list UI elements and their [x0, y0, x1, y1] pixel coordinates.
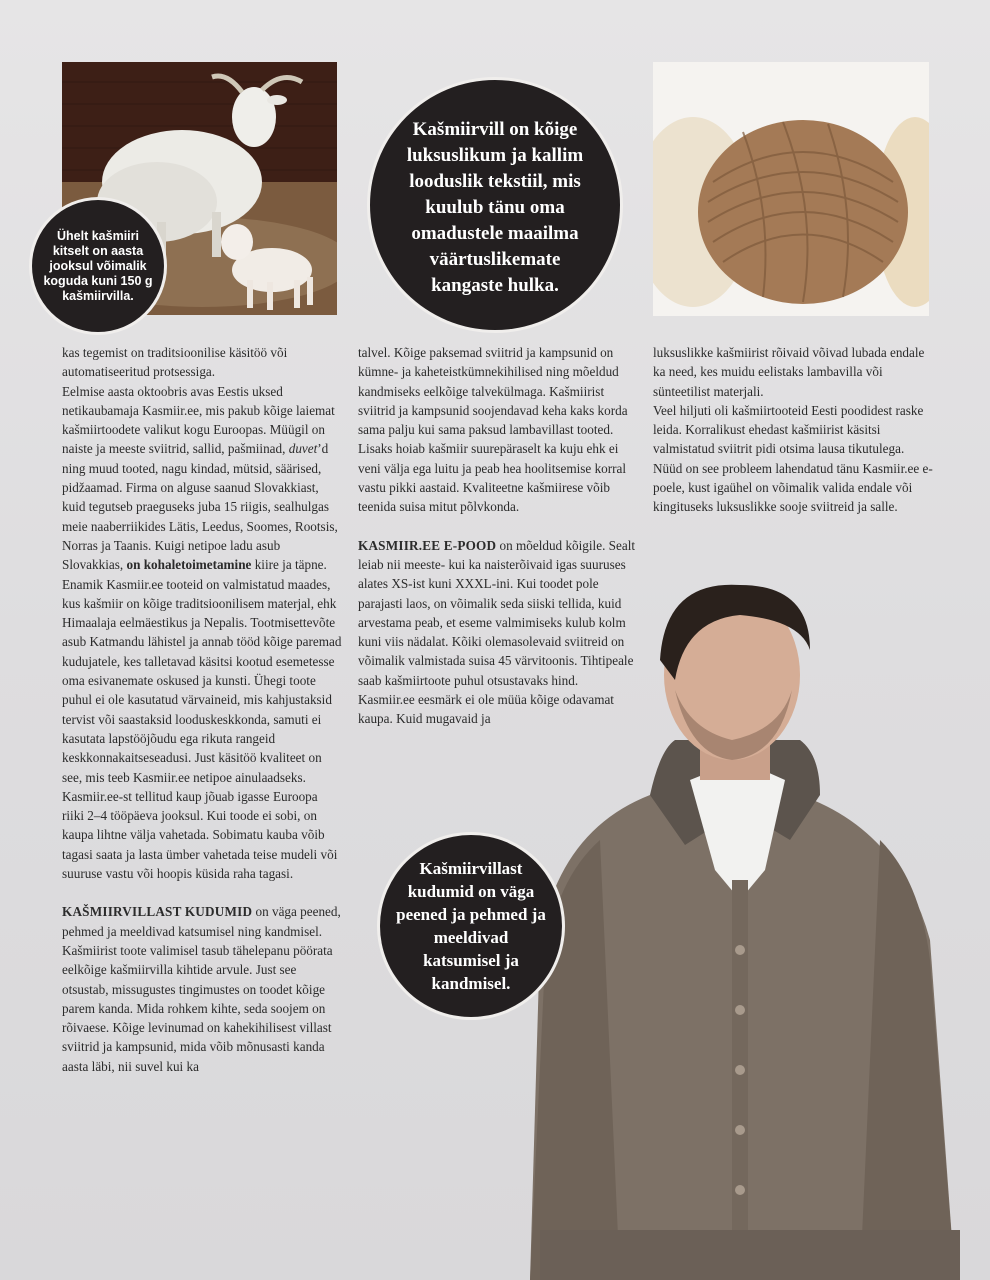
paragraph: talvel. Kõige paksemad sviitrid ja kampsunid on kümne- ja kaheteistkümnekihilised ning mõeldud kandmiseks eelkõige talvekülmaga. Kašmiirist sviitrid ja kampsunid soojendavad keha kaks korda sama palju kui sama paksud lambavillast tooted. Lisaks hoiab kašmiir suurepäraselt ka kuju ehk ei veni välja ega luitu ja peab hea hoolitsemise korral vastu pikki aastaid. Kvaliteetne kašmiirese võib teenida suisa mitut põlvkonda. — [358, 345, 628, 515]
paragraph: kas tegemist on traditsioonilise käsitöö või automatiseeritud protsessiga. — [62, 345, 288, 380]
goat-caption-badge — [32, 200, 164, 332]
yarn-photo — [653, 62, 929, 316]
pull-quote-top — [370, 80, 620, 330]
model-photo — [500, 580, 970, 1280]
article-column-1 — [62, 343, 342, 1076]
article-column-3 — [653, 343, 933, 517]
paragraph: luksuslikke kašmiirist rõivaid võivad lubada endale ka need, kes muidu eelistaks lambavilla või sünteetilist materjali. — [653, 345, 925, 399]
pull-quote-bottom — [380, 835, 562, 1017]
paragraph: KASMIIR.EE E-POOD on mõeldud kõigile. Sealt leiab nii meeste- kui ka naisterõivaid igas suuruses alates XS-ist kuni XXXL-ini. Kui toodet pole parajasti laos, on võimalik seda siiski tellida, kuid arvestama peab, et eseme valmimiseks kulub kolm kuni viis nädalat. Kõiki olemasolevaid sviitreid on võimalik valmistada suisa 45 värvitoonis. Tihtipeale saab kašmiirtoote puhul otsustavaks hind. Kasmiir.ee eesmärk ei ole müüa kõige odavamat kaupa. Kuid mugavaid ja — [358, 537, 636, 727]
pull-quote-top-text: Kašmiirvill on kõige luksuslikum ja kallim looduslik tekstiil, mis kuulub tänu oma omadustele maailma väärtuslikemate kangaste hulka. — [406, 119, 584, 296]
section-lead: KAŠMIIRVILLAST KUDUMID — [62, 904, 253, 920]
paragraph: Eelmise aasta oktoobris avas Eestis uksed netikaubamaja Kasmiir.ee, mis pakub kõige laiemat kašmiirtoodete valikut kogu Euroopas. Müügil on naiste ja meeste sviitrid, sallid, pašmiinad, duvet’d ning muud tooted, nagu kindad, mütsid, säärised, pidžaamad. Firma on alguse saanud Slovakkiast, kuid tegutseb praeguseks juba 15 riigis, sealhulgas meie naaberriikides Lätis, Leedus, Soomes, Rootsis, Norras ja Taanis. Kuigi netipoe ladu asub Slovakkias, on kohaletoimetamine kiire ja täpne. Enamik Kasmiir.ee tooteid on valmistatud maades, kus kašmiir on kõige traditsioonilisem materjal, ehk Himaalaja eelmäestikus ja Nepalis. Tootmisettevõte asub Katmandu lähistel ja annab tööd kõige paremad kudujatele, kes talletavad käsitsi kootud esemetesse oma esivanemate oskused ja kunsti. Ühegi toote puhul ei ole kasutatud värvaineid, mis kahjustaksid tervist või saastaksid looduskeskkonda, samuti ei kasutata lapstööjõudu ega rikuta rangeid keskkonnakaitseseadusi. Just käsitöö kvaliteet on see, mis teeb Kasmiir.ee netipoe ainulaadseks. Kasmiir.ee-st tellitud kaup jõuab igasse Euroopa riiki 2–4 tööpäeva jooksul. Kui toode ei sobi, on kaupa lihtne välja vahetada. Sobimatu kauba võib tagasi saata ja lasta ümber vahetada teise mudeli või suuruse vastu või hoopis küsida raha tagasi. — [62, 383, 342, 882]
paragraph: Veel hiljuti oli kašmiirtooteid Eesti poodidest raske leida. Korralikust ehedast kašmiirist käsitsi valmistatud sviitrit pidi otsima lausa tikutulega. Nüüd on see probleem lahendatud tänu Kasmiir.ee e-poele, kust igaühel on võimalik valida endale või kingituseks luksuslikke sooje sviitreid ja salle. — [653, 402, 933, 515]
section-lead: KASMIIR.EE E-POOD — [358, 537, 497, 553]
paragraph: KAŠMIIRVILLAST KUDUMID on väga peened, pehmed ja meeldivad katsumisel ning kandmisel. Kašmiirist toote valimisel tasub tähelepanu pöörata eelkõige kašmiirvilla kihtide arvule. Just see otsustab, missugustes tingimustes on toodet kõige parem kanda. Mida rohkem kihte, seda soojem on rõivaese. Kõige levinumad on kahekihilisest villast sviitrid ja kampsunid, mida võib mõnusasti kanda aasta läbi, nii suvel kui ka — [62, 904, 341, 1074]
goat-caption-text: Ühelt kašmiiri kitselt on aasta jooksul võimalik koguda kuni 150 g kašmiirvilla. — [43, 228, 153, 303]
pull-quote-bottom-text: Kašmiirvillast kudumid on väga peened ja pehmed ja meeldivad katsumisel ja kandmisel. — [396, 859, 546, 993]
